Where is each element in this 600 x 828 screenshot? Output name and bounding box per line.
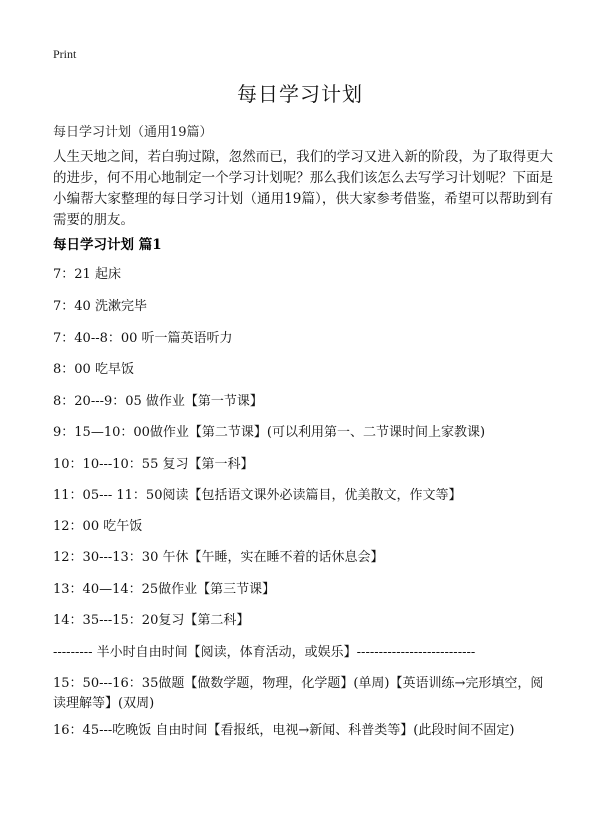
schedule-entry: 7：21 起床 xyxy=(53,267,121,282)
schedule-entry: 11：05--- 11：50阅读【包括语文课外必读篇目，优美散文，作文等】 xyxy=(53,488,462,503)
schedule-entry: 14：35---15：20复习【第二科】 xyxy=(53,613,250,628)
schedule-entry: 12：00 吃午饭 xyxy=(53,519,143,534)
schedule-entry: 15：50---16：35做题【做数学题，物理，化学题】(单周)【英语训练→完形填空，阅读理解等】(双周) xyxy=(53,676,544,711)
free-time-divider: --------- 半小时自由时间【阅读，体育活动，或娱乐】--------------------------- xyxy=(53,645,476,660)
schedule-entry: 8：20---9：05 做作业【第一节课】 xyxy=(53,394,263,409)
schedule-entry: 13：40—14：25做作业【第三节课】 xyxy=(53,582,276,597)
schedule-entry: 9：15—10：00做作业【第二节课】(可以利用第一、二节课时间上家教课) xyxy=(53,425,486,440)
schedule-entry: 8：00 吃早饭 xyxy=(53,362,134,377)
document-subtitle: 每日学习计划（通用19篇） xyxy=(53,125,213,140)
schedule-entry: 12：30---13：30 午休【午睡，实在睡不着的话休息会】 xyxy=(53,550,384,565)
schedule-entry: 10：10---10：55 复习【第一科】 xyxy=(53,457,254,472)
page-title: 每日学习计划 xyxy=(237,82,363,106)
print-label: Print xyxy=(53,47,77,61)
schedule-entry: 7：40 洗漱完毕 xyxy=(53,299,147,314)
schedule-entry: 16：45---吃晚饭 自由时间【看报纸，电视→新闻、科普类等】(此段时间不固定) xyxy=(53,723,515,738)
intro-paragraph: 人生天地之间，若白驹过隙，忽然而已，我们的学习又进入新的阶段，为了取得更大的进步，何不用心地制定一个学习计划呢？那么我们该怎么去写学习计划呢？下面是小编帮大家整理的每日学习计划（通用19篇），供大家参考借鉴，希望可以帮助到有需要的朋友。 xyxy=(53,149,553,228)
schedule-entry: 7：40--8：00 听一篇英语听力 xyxy=(53,331,233,346)
section-heading: 每日学习计划 篇1 xyxy=(53,237,162,253)
